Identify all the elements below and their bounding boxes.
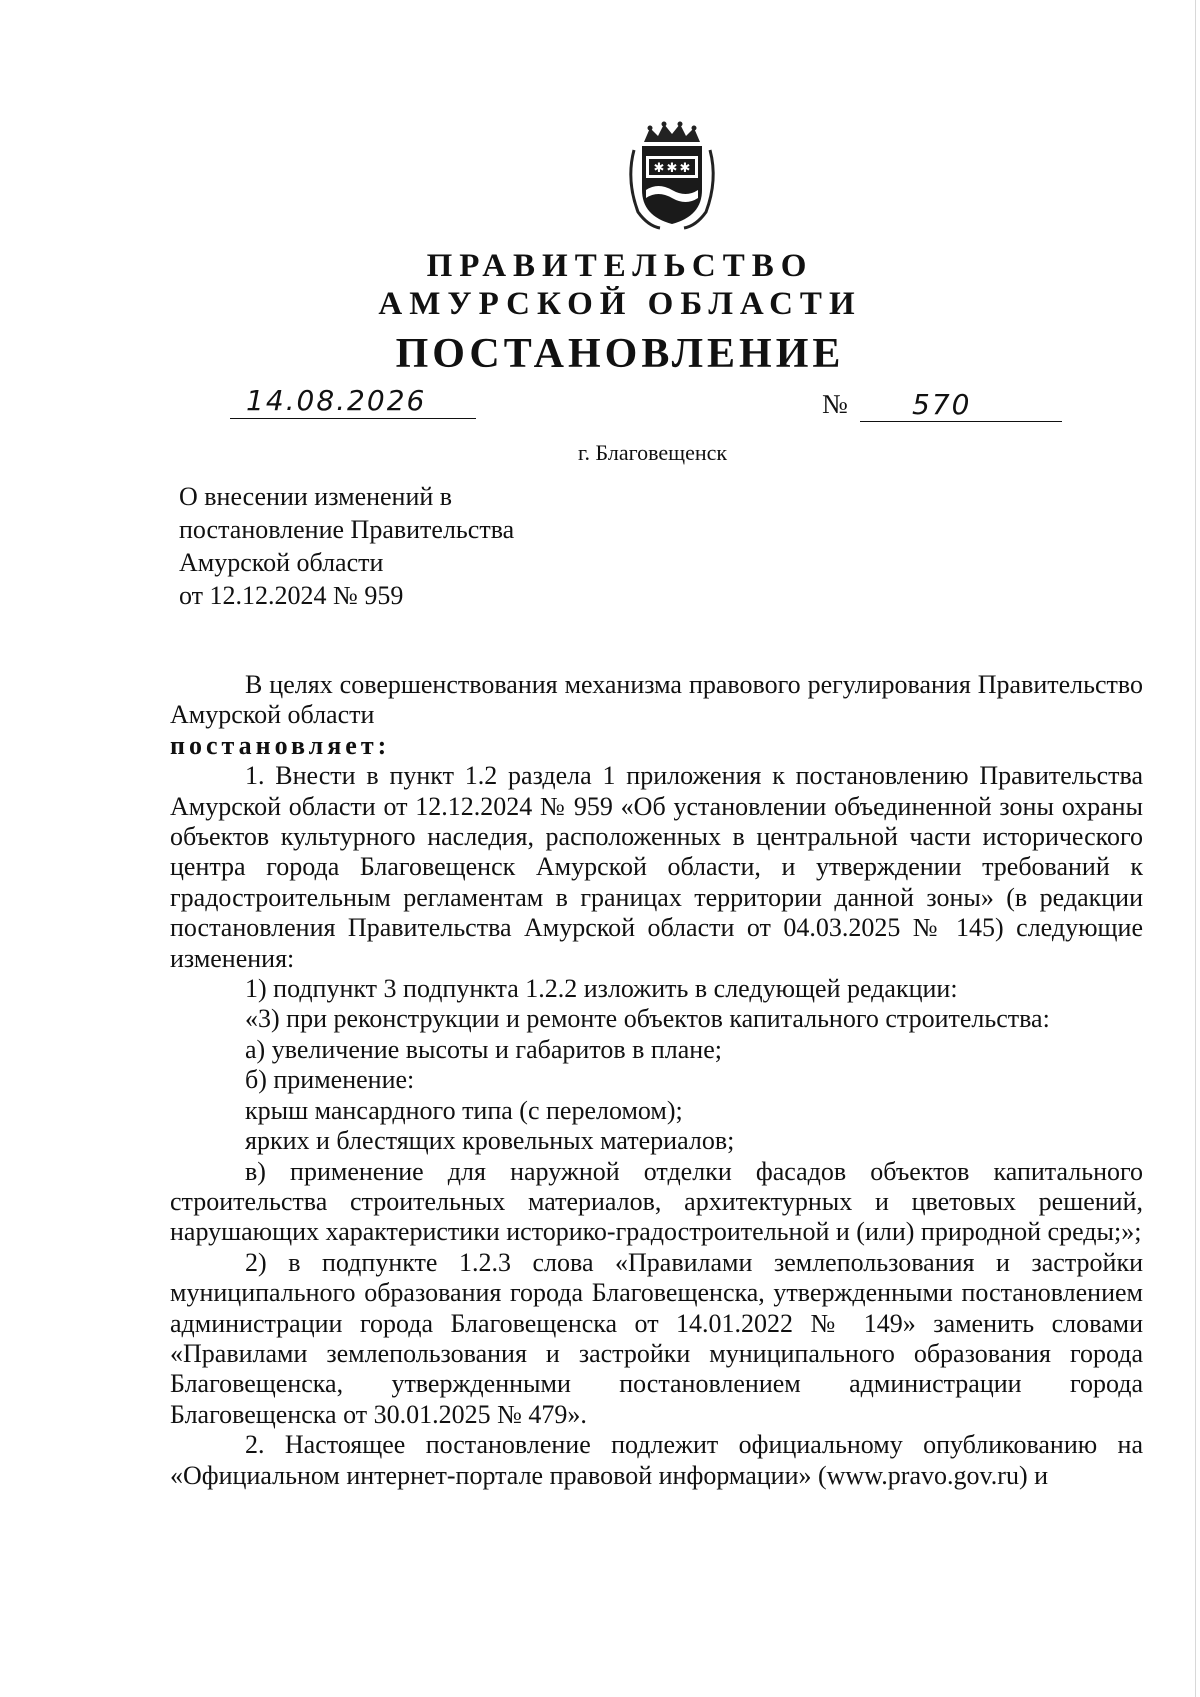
government-title-line1: ПРАВИТЕЛЬСТВО xyxy=(426,248,814,284)
number-underline xyxy=(860,421,1062,422)
city-name: г. Благовещенск xyxy=(578,440,728,465)
body-paragraph: 1) подпункт 3 подпункта 1.2.2 изложить в следующей редакции: xyxy=(245,974,958,1004)
body-paragraph: ярких и блестящих кровельных материалов; xyxy=(245,1126,735,1156)
body-paragraph: а) увеличение высоты и габаритов в плане; xyxy=(245,1034,722,1064)
date-underline xyxy=(230,418,476,419)
body-paragraph: в) применение для наружной отделки фасадов объектов капитального строительства строительных материалов, архитектурных и цветовых решений, нарушающих характеристики историко-градостроительной и (или) природной среды;»; xyxy=(170,1156,1143,1247)
decree-word: постановляет: xyxy=(170,730,391,760)
svg-text:✱: ✱ xyxy=(666,160,678,175)
document-body xyxy=(170,670,1143,1491)
document-number: 570 xyxy=(912,388,972,421)
svg-text:✱: ✱ xyxy=(653,160,665,175)
body-paragraph: крыш мансардного типа (с переломом); xyxy=(245,1095,683,1125)
subject-line: постановление Правительства xyxy=(179,515,515,544)
body-paragraph: «3) при реконструкции и ремонте объектов капитального строительства: xyxy=(245,1004,1050,1034)
document-type: ПОСТАНОВЛЕНИЕ xyxy=(395,331,845,377)
body-paragraph: б) применение: xyxy=(245,1065,415,1095)
subject-line: О внесении изменений в xyxy=(179,482,453,511)
body-paragraph: 1. Внести в пункт 1.2 раздела 1 приложения к постановлению Правительства Амурской области от 12.12.2024 № 959 «Об установлении объединенной зоны охраны объектов культурного наследия, расположенных в центральной части исторического центра города Благовещенск Амурской области, и утверждении требований к градостроительным регламентам в границах территории данной зоны» (в редакции постановления Правительства Амурской области от 04.03.2025 № 145) следующие изменения: xyxy=(170,761,1143,973)
body-paragraph: 2. Настоящее постановление подлежит официальному опубликованию на «Официальном интернет-портале правовой информации» (www.pravo.gov.ru) и xyxy=(170,1430,1143,1490)
page-edge-line xyxy=(1195,0,1196,1697)
coat-of-arms-icon xyxy=(624,120,720,232)
intro-paragraph: В целях совершенствования механизма правового регулирования Правительство Амурской области xyxy=(170,670,1143,730)
document-subject xyxy=(179,480,609,612)
subject-line: Амурской области xyxy=(179,548,384,577)
body-paragraph: 2) в подпункте 1.2.3 слова «Правилами землепользования и застройки муниципального образования города Благовещенска, утвержденными постановлением администрации города Благовещенска от 14.01.2022 № 149» заменить словами «Правилами землепользования и застройки муниципального образования города Благовещенска, утвержденными постановлением администрации города Благовещенска от 30.01.2025 № 479». xyxy=(170,1247,1143,1429)
svg-text:✱: ✱ xyxy=(679,160,691,175)
number-sign: № xyxy=(822,389,848,419)
document-date: 14.08.2026 xyxy=(246,384,427,417)
government-title-line2: АМУРСКОЙ ОБЛАСТИ xyxy=(378,286,862,322)
subject-line: от 12.12.2024 № 959 xyxy=(179,581,404,610)
